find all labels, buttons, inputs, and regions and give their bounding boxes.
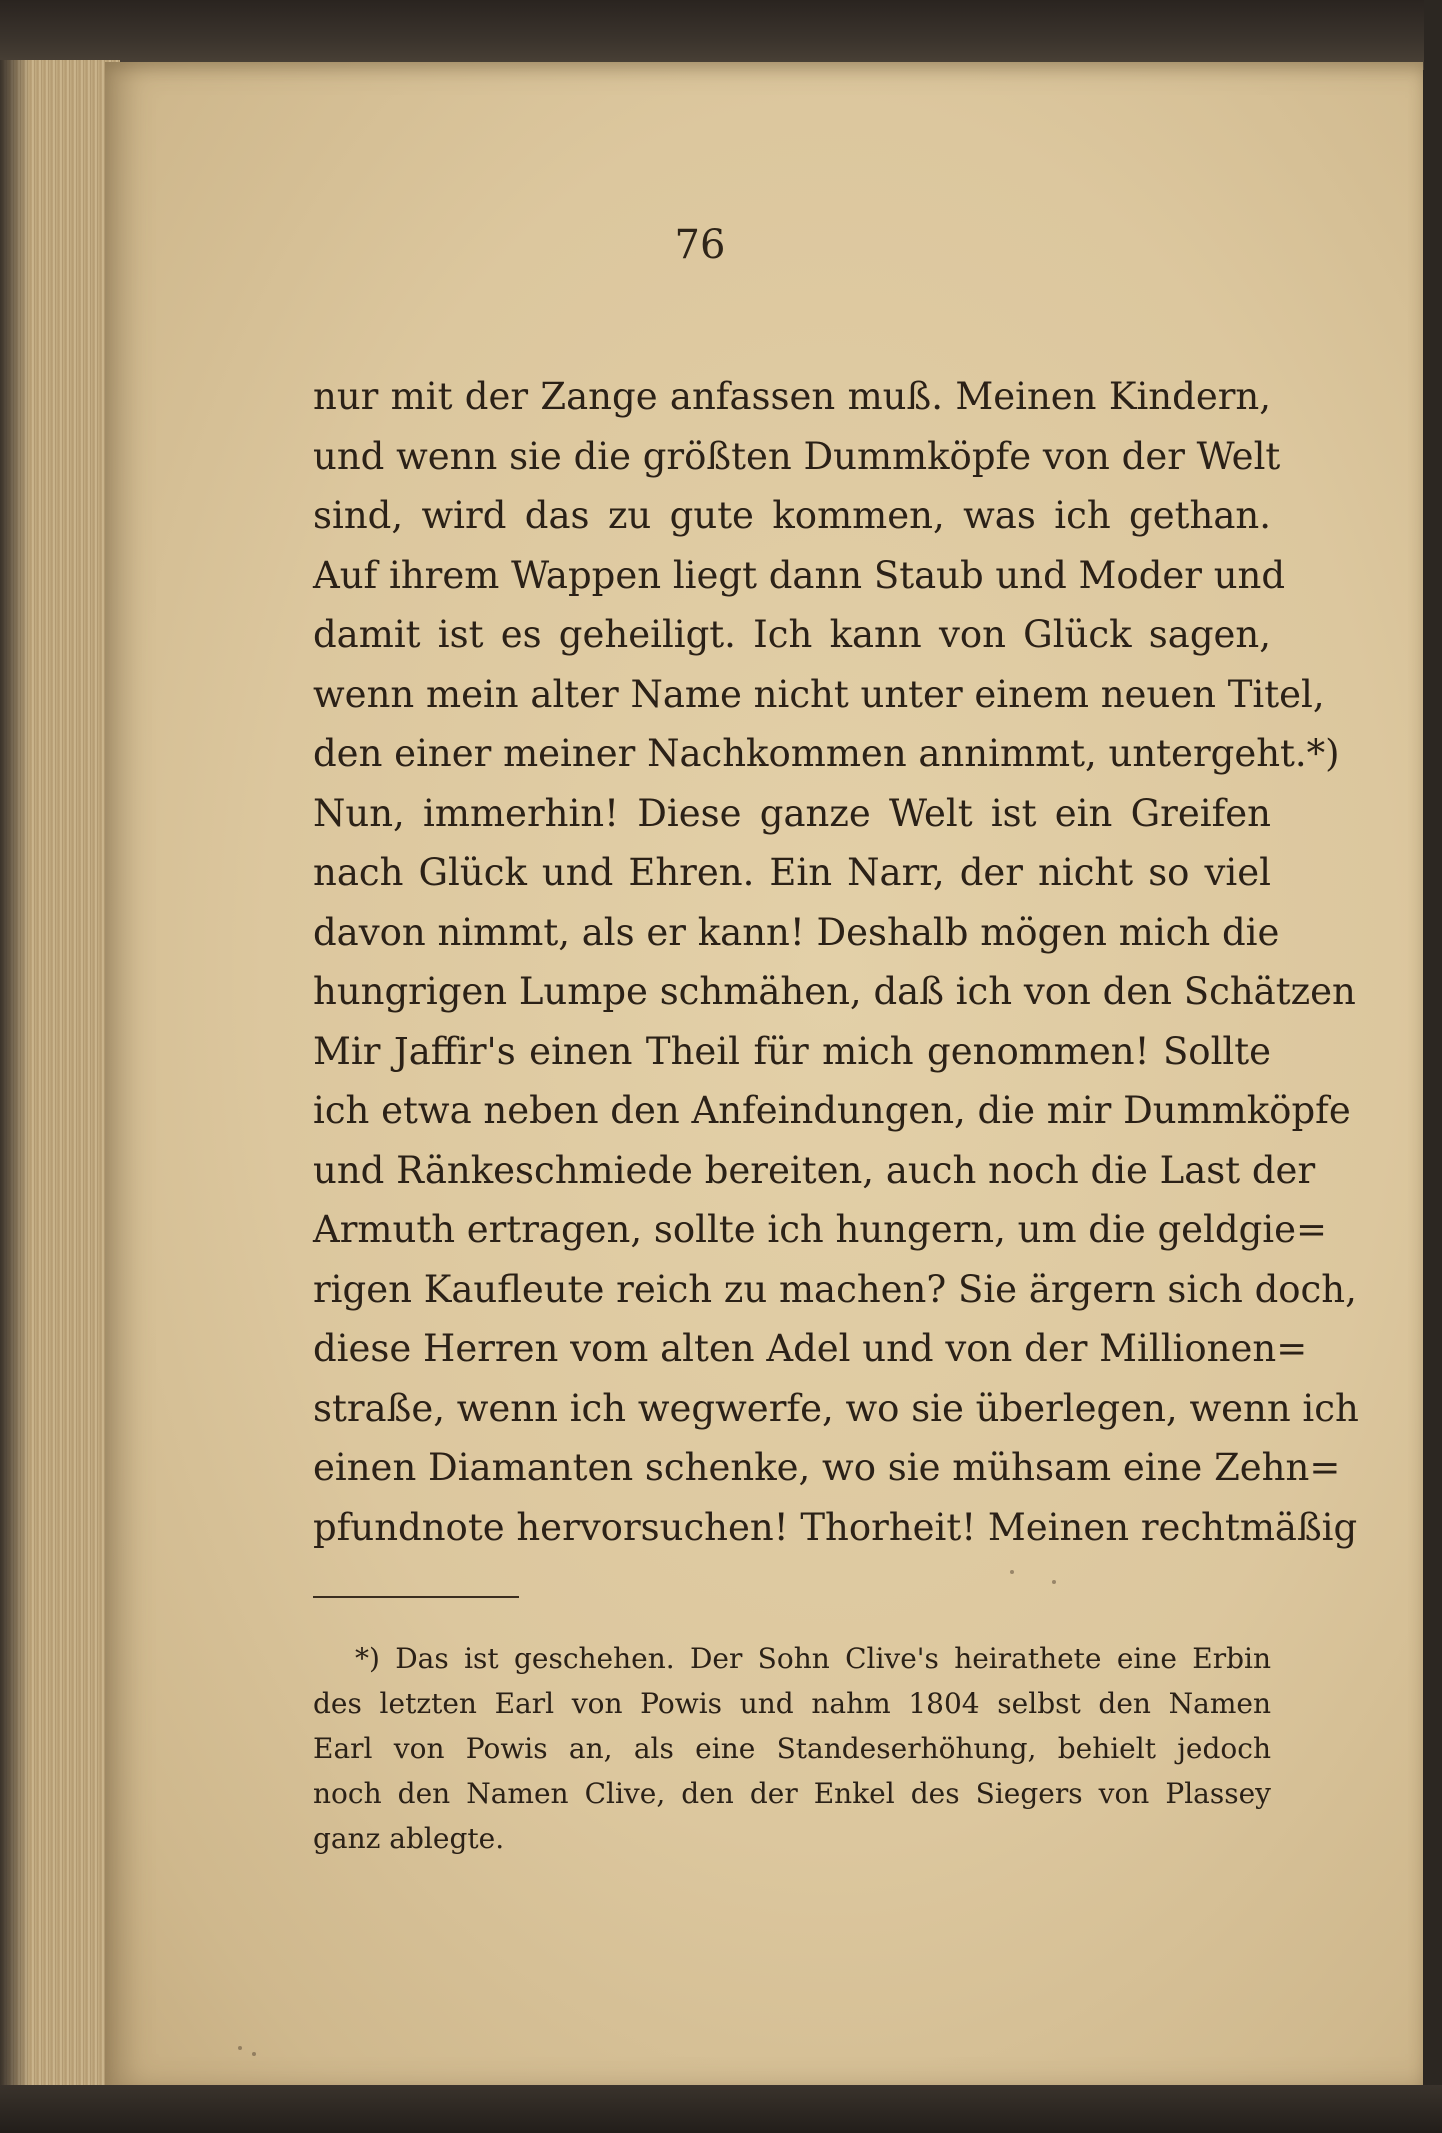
footnote-line: Earl von Powis an, als eine Standeserhöhung, behielt jedoch <box>313 1732 1271 1765</box>
body-text <box>313 367 1359 1557</box>
binding-shadow <box>0 60 30 2090</box>
book-cover-bottom-edge <box>0 2085 1442 2133</box>
text-line: und Ränkeschmiede bereiten, auch noch die Last der <box>313 1148 1316 1192</box>
paper-speck <box>238 2046 242 2050</box>
footnote <box>313 1636 1271 1861</box>
text-line: Armuth ertragen, sollte ich hungern, um die geldgie= <box>313 1208 1327 1251</box>
footnote-line: *) Das ist geschehen. Der Sohn Clive's heirathete eine Erbin <box>355 1642 1271 1675</box>
text-line: davon nimmt, als er kann! Deshalb mögen mich die <box>313 910 1280 954</box>
book-cover-right-edge <box>1424 0 1442 2133</box>
text-line: Mir Jaffir's einen Theil für mich genommen! Sollte <box>313 1029 1271 1073</box>
text-line: und wenn sie die größten Dummköpfe von der Welt <box>313 434 1281 478</box>
paper-speck <box>1010 1570 1014 1574</box>
text-line: Nun, immerhin! Diese ganze Welt ist ein Greifen <box>313 791 1271 835</box>
text-line: hungrigen Lumpe schmähen, daß ich von den Schätzen <box>313 970 1356 1013</box>
text-line: rigen Kaufleute reich zu machen? Sie ärgern sich doch, <box>313 1267 1357 1311</box>
footnote-line: noch den Namen Clive, den der Enkel des Siegers von Plassey <box>313 1777 1271 1810</box>
page-number: 76 <box>674 222 726 268</box>
text-line: diese Herren vom alten Adel und von der Millionen= <box>313 1327 1308 1370</box>
text-line: nach Glück und Ehren. Ein Narr, der nicht so viel <box>313 851 1271 894</box>
text-line: Auf ihrem Wappen liegt dann Staub und Moder und <box>313 553 1286 597</box>
text-line: den einer meiner Nachkommen annimmt, untergeht.*) <box>313 732 1340 775</box>
text-line: damit ist es geheiligt. Ich kann von Glück sagen, <box>313 613 1271 656</box>
footnote-line: ganz ablegte. <box>313 1822 505 1855</box>
footnote-line: des letzten Earl von Powis und nahm 1804 selbst den Namen <box>313 1687 1271 1720</box>
text-line: pfundnote hervorsuchen! Thorheit! Meinen rechtmäßig <box>313 1505 1358 1549</box>
footnote-separator-rule <box>313 1596 519 1598</box>
text-line: ich etwa neben den Anfeindungen, die mir Dummköpfe <box>313 1089 1351 1132</box>
text-line: sind, wird das zu gute kommen, was ich gethan. <box>313 494 1271 537</box>
text-line: nur mit der Zange anfassen muß. Meinen Kindern, <box>313 375 1271 418</box>
book-cover-top-edge <box>0 0 1442 70</box>
paper-speck <box>1052 1580 1056 1584</box>
text-line: straße, wenn ich wegwerfe, wo sie überlegen, wenn ich <box>313 1386 1359 1430</box>
paper-speck <box>252 2052 256 2056</box>
text-line: einen Diamanten schenke, wo sie mühsam eine Zehn= <box>313 1446 1341 1489</box>
text-line: wenn mein alter Name nicht unter einem neuen Titel, <box>313 672 1325 716</box>
